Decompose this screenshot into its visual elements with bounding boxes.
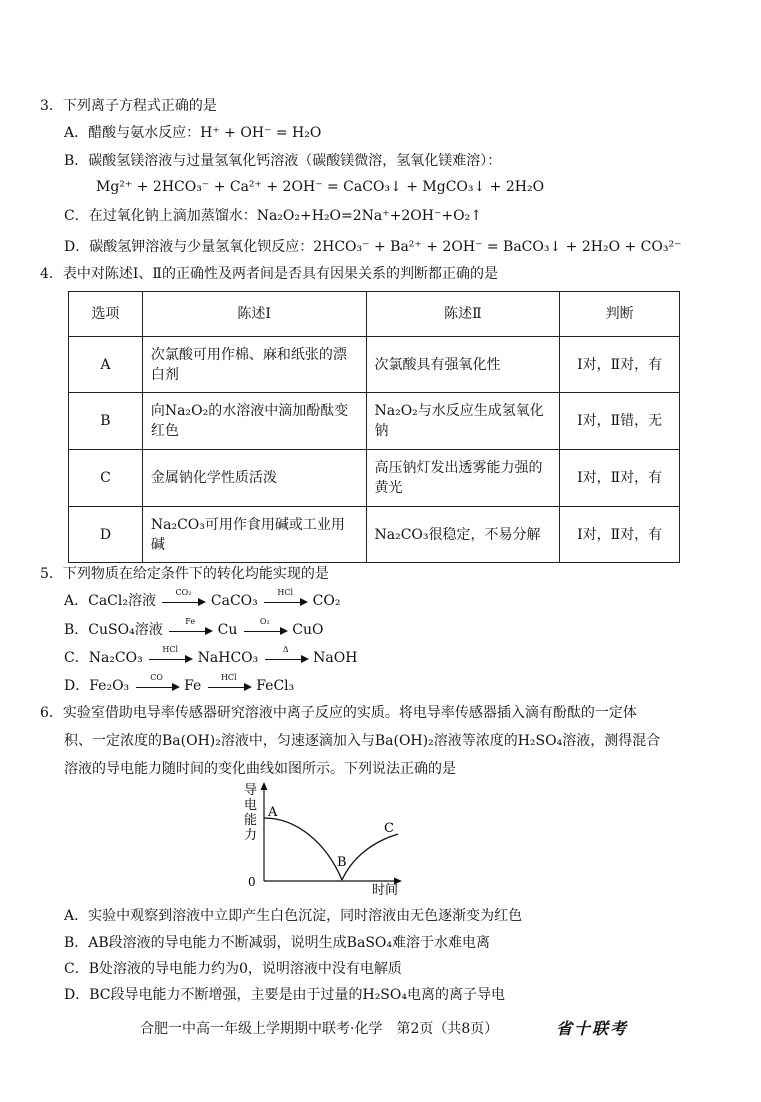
row-option: B (69, 393, 143, 450)
q6-option-d: D．BC段导电能力不断增强，主要是由于过量的H₂SO₄电离的离子导电 (64, 987, 505, 1003)
q6-stem-line-3: 溶液的导电能力随时间的变化曲线如图所示。下列说法正确的是 (64, 761, 456, 777)
page-footer: 合肥一中高一年级上学期期中联考·化学 第2页（共8页） (140, 1021, 499, 1037)
reaction-arrow (206, 673, 252, 692)
reaction-arrow (242, 617, 288, 636)
graph-ylabel: 能 (244, 813, 258, 828)
table-header-row (69, 292, 680, 337)
q5-b-start: B．CuSO₄溶液 (64, 622, 163, 638)
graph-ylabel: 力 (244, 828, 258, 843)
graph-ylabel: 导 (244, 783, 258, 798)
header-statement-2: 陈述Ⅱ (366, 292, 560, 337)
table-row (69, 337, 680, 393)
row-option: C (69, 450, 143, 507)
q6-option-c: C．B处溶液的导电能力约为0，说明溶液中没有电解质 (64, 961, 402, 977)
arrow-condition: O₂ (259, 617, 270, 626)
reaction-arrow (263, 645, 309, 664)
q6-stem-line-1: 6．实验室借助电导率传感器研究溶液中离子反应的实质。将电导率传感器插入滴有酚酞的一定体 (40, 705, 637, 721)
q4-table (68, 291, 680, 563)
q5-a-start: A．CaCl₂溶液 (64, 593, 156, 609)
q5-option-d (64, 673, 295, 695)
q5-c-start: C．Na₂CO₃ (64, 650, 143, 666)
graph-curve-ab (264, 818, 342, 880)
row-statement-2: Na₂CO₃很稳定，不易分解 (366, 507, 560, 563)
q5-c-end: NaOH (313, 650, 358, 666)
row-option: A (69, 337, 143, 393)
q3-option-b-equation: Mg²⁺ + 2HCO₃⁻ + Ca²⁺ + 2OH⁻ = CaCO₃↓ + MgCO₃↓ + 2H₂O (96, 179, 545, 195)
arrow-condition: HCl (162, 645, 179, 654)
exam-series-stamp: 省十联考 (556, 1019, 629, 1038)
row-statement-1: 向Na₂O₂的水溶液中滴加酚酞变红色 (142, 393, 366, 450)
q5-d-start: D．Fe₂O₃ (64, 678, 130, 694)
q3-option-c: C．在过氧化钠上滴加蒸馏水：Na₂O₂+H₂O=2Na⁺+2OH⁻+O₂↑ (64, 208, 482, 224)
q6-option-a: A．实验中观察到溶液中立即产生白色沉淀，同时溶液由无色逐渐变为红色 (64, 908, 523, 924)
q3-option-a: A．醋酸与氨水反应：H⁺ + OH⁻ = H₂O (64, 125, 322, 141)
q3-option-b: B．碳酸氢镁溶液与过量氢氧化钙溶液（碳酸镁微溶，氢氧化镁难溶）： (64, 153, 502, 169)
q5-c-middle: NaHCO₃ (197, 650, 259, 666)
q5-d-middle: Fe (184, 678, 202, 694)
q5-d-end: FeCl₃ (256, 678, 295, 694)
graph-ylabel: 电 (244, 798, 258, 813)
graph-xlabel: 时间 (372, 883, 399, 898)
conductivity-graph (226, 780, 446, 898)
table-row (69, 393, 680, 450)
reaction-arrow (160, 588, 206, 607)
row-option: D (69, 507, 143, 563)
graph-origin-label: 0 (248, 875, 256, 889)
row-statement-2: 高压钠灯发出透雾能力强的黄光 (366, 450, 560, 507)
q5-stem: 5．下列物质在给定条件下的转化均能实现的是 (40, 566, 329, 582)
graph-point-a: A (268, 805, 278, 820)
arrow-condition: CO (150, 673, 163, 682)
header-judgement: 判断 (560, 292, 680, 337)
header-statement-1: 陈述Ⅰ (142, 292, 366, 337)
reaction-arrow (147, 645, 193, 664)
q3-stem: 3．下列离子方程式正确的是 (40, 98, 217, 114)
reaction-arrow (134, 673, 180, 692)
row-statement-1: 金属钠化学性质活泼 (142, 450, 366, 507)
header-option: 选项 (69, 292, 143, 337)
row-statement-1: Na₂CO₃可用作食用碱或工业用碱 (142, 507, 366, 563)
q5-option-c (64, 645, 358, 667)
row-judgement: Ⅰ对，Ⅱ对，有 (560, 337, 680, 393)
row-judgement: Ⅰ对，Ⅱ错，无 (560, 393, 680, 450)
arrow-condition: Δ (282, 645, 289, 654)
q5-option-a (64, 588, 341, 610)
q6-stem-line-2: 积、一定浓度的Ba(OH)₂溶液中，匀速逐滴加入与Ba(OH)₂溶液等浓度的H₂SO₄溶液，测得混合 (64, 733, 661, 749)
q5-option-b (64, 617, 324, 639)
q5-b-middle: Cu (217, 622, 238, 638)
graph-curve-bc (342, 834, 398, 880)
q5-a-middle: CaCO₃ (210, 593, 258, 609)
row-statement-2: Na₂O₂与水反应生成氢氧化钠 (366, 393, 560, 450)
q5-a-end: CO₂ (312, 593, 341, 609)
reaction-arrow (167, 617, 213, 636)
q6-option-b: B．AB段溶液的导电能力不断减弱，说明生成BaSO₄难溶于水难电离 (64, 935, 491, 951)
q3-option-d: D．碳酸氢钾溶液与少量氢氧化钡反应：2HCO₃⁻ + Ba²⁺ + 2OH⁻ = BaCO₃↓ + 2H₂O + CO₃²⁻ (64, 239, 682, 255)
graph-point-c: C (384, 821, 394, 836)
graph-y-arrowhead (261, 782, 268, 790)
q4-stem: 4．表中对陈述Ⅰ、Ⅱ的正确性及两者间是否具有因果关系的判断都正确的是 (40, 266, 498, 282)
graph-point-b: B (337, 855, 347, 870)
row-statement-2: 次氯酸具有强氧化性 (366, 337, 560, 393)
row-statement-1: 次氯酸可用作棉、麻和纸张的漂白剂 (142, 337, 366, 393)
table-row (69, 450, 680, 507)
row-judgement: Ⅰ对，Ⅱ对，有 (560, 450, 680, 507)
arrow-condition: CO₂ (175, 588, 192, 597)
q5-b-end: CuO (292, 622, 324, 638)
arrow-condition: HCl (220, 673, 237, 682)
arrow-condition: HCl (277, 588, 294, 597)
reaction-arrow (262, 588, 308, 607)
arrow-condition: Fe (185, 617, 196, 626)
table-row (69, 507, 680, 563)
row-judgement: Ⅰ对，Ⅱ对，有 (560, 507, 680, 563)
